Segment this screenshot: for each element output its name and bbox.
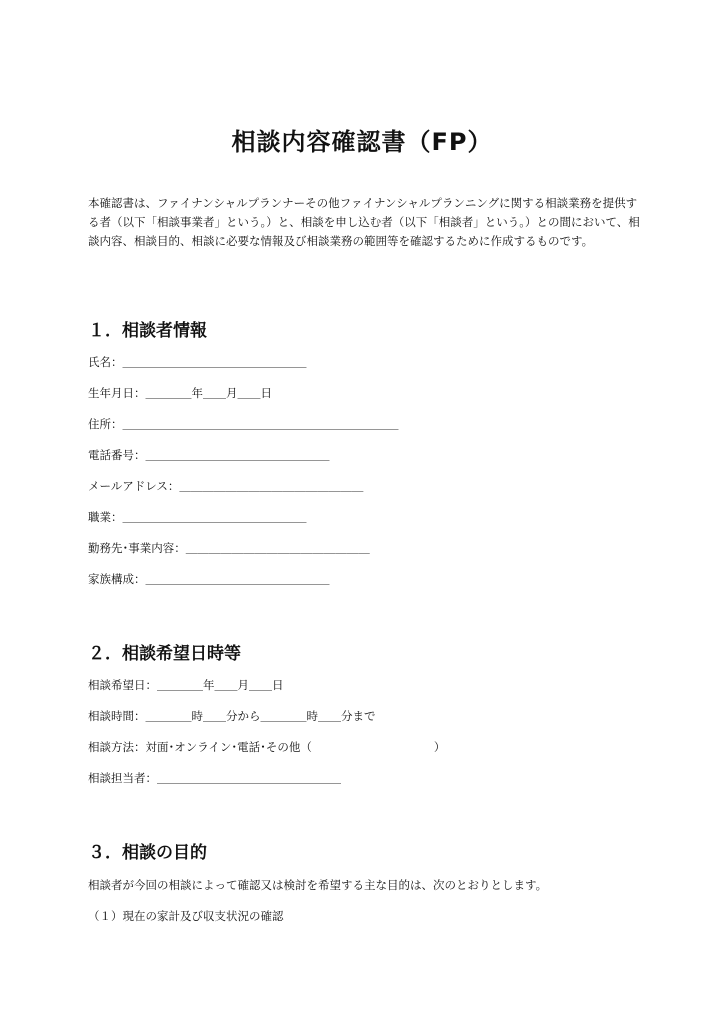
field-phone: 電話番号：＿＿＿＿＿＿＿＿＿＿＿＿＿＿＿＿	[88, 448, 330, 462]
purpose-lead: 相談者が今回の相談によって確認又は検討を希望する主な目的は、次のとおりとします。	[88, 878, 548, 892]
field-consultation-date: 相談希望日：＿＿＿＿年＿＿月＿＿日	[88, 678, 284, 692]
document-title: 相談内容確認書（FP）	[231, 128, 493, 156]
section-heading-schedule: ２．相談希望日時等	[88, 644, 241, 664]
section-heading-purpose: ３．相談の目的	[88, 843, 207, 863]
method-suffix: ）	[433, 740, 446, 754]
field-email: メールアドレス：＿＿＿＿＿＿＿＿＿＿＿＿＿＿＿＿	[88, 479, 364, 493]
field-name: 氏名：＿＿＿＿＿＿＿＿＿＿＿＿＿＿＿＿	[88, 355, 307, 369]
section-heading-client-info: １．相談者情報	[88, 321, 207, 341]
field-consultant: 相談担当者：＿＿＿＿＿＿＿＿＿＿＿＿＿＿＿＿	[88, 771, 341, 785]
field-occupation: 職業：＿＿＿＿＿＿＿＿＿＿＿＿＿＿＿＿	[88, 510, 307, 524]
method-prefix: 相談方法：対面･オンライン･電話･その他（	[88, 740, 312, 754]
field-address: 住所：＿＿＿＿＿＿＿＿＿＿＿＿＿＿＿＿＿＿＿＿＿＿＿＿	[88, 417, 399, 431]
field-family: 家族構成：＿＿＿＿＿＿＿＿＿＿＿＿＿＿＿＿	[88, 572, 330, 586]
field-consultation-time: 相談時間：＿＿＿＿時＿＿分から＿＿＿＿時＿＿分まで	[88, 709, 376, 723]
field-birthdate: 生年月日：＿＿＿＿年＿＿月＿＿日	[88, 386, 272, 400]
intro-paragraph: 本確認書は、ファイナンシャルプランナーその他ファイナンシャルプランニングに関する相談業務を提供する者（以下「相談事業者」という。）と、相談を申し込む者（以下「相談者」という。）との間において、相談内容、相談目的、相談に必要な情報及び相談業務の範囲等を確認するために作成するものです。	[88, 196, 640, 248]
field-employer: 勤務先･事業内容：＿＿＿＿＿＿＿＿＿＿＿＿＿＿＿＿	[88, 541, 370, 555]
field-consultation-method	[88, 739, 445, 755]
purpose-item-1: （１）現在の家計及び収支状況の確認	[88, 909, 284, 923]
